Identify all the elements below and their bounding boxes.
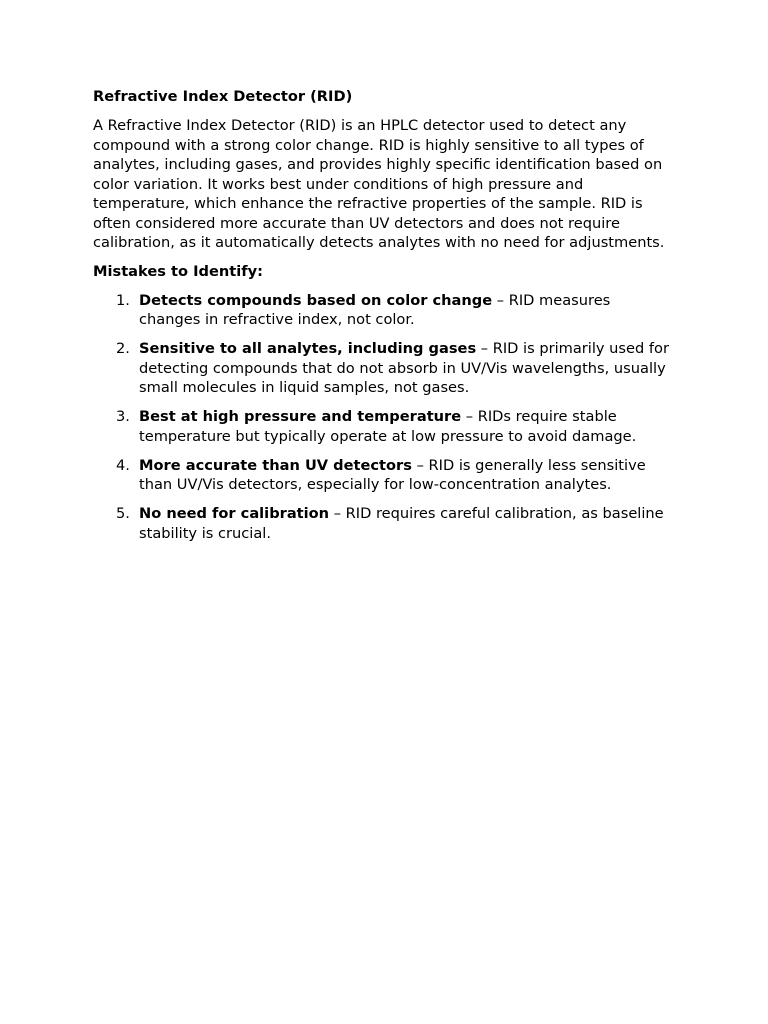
list-item-number: 1. (116, 291, 130, 309)
list-item-number: 3. (116, 408, 130, 425)
mistakes-list (93, 291, 672, 544)
mistakes-heading: Mistakes to Identify: (93, 262, 263, 280)
list-item-number: 5. (116, 505, 130, 522)
list-item-title: Detects compounds based on color change (139, 291, 493, 309)
list-item-text: – RID requires careful calibration, as baseline stability is crucial. (139, 505, 664, 542)
list-item (93, 339, 672, 398)
list-item-text: – RID is generally less sensitive than UV/Vis detectors, especially for low-concentration analytes. (139, 456, 646, 493)
list-item-number: 4. (116, 456, 130, 474)
list-item-title: More accurate than UV detectors (139, 456, 412, 474)
list-item-title: No need for calibration (139, 505, 330, 522)
list-item (93, 456, 672, 495)
list-item-title: Sensitive to all analytes, including gases (139, 340, 477, 357)
list-item-text: – RIDs require stable temperature but typically operate at low pressure to avoid damage. (139, 408, 637, 445)
list-item (93, 504, 672, 543)
document-title: Refractive Index Detector (RID) (93, 88, 353, 105)
intro-paragraph: A Refractive Index Detector (RID) is an HPLC detector used to detect any compound with a strong color change. RID is highly sensitive to all types of analytes, including gases, and provides highly specific identification based on color variation. It works best under conditions of high pressure and temperature, which enhance the refractive properties of the sample. RID is often considered more accurate than UV detectors and does not require calibration, as it automatically detects analytes with no need for adjustments. (93, 117, 665, 251)
list-item-title: Best at high pressure and temperature (139, 408, 462, 425)
list-item (93, 407, 672, 446)
list-item-number: 2. (116, 340, 130, 357)
list-item (93, 291, 672, 330)
list-item-text: – RID is primarily used for detecting compounds that do not absorb in UV/Vis wavelengths, usually small molecules in liquid samples, not gases. (139, 340, 669, 396)
list-item-text: – RID measures changes in refractive index, not color. (139, 291, 611, 328)
